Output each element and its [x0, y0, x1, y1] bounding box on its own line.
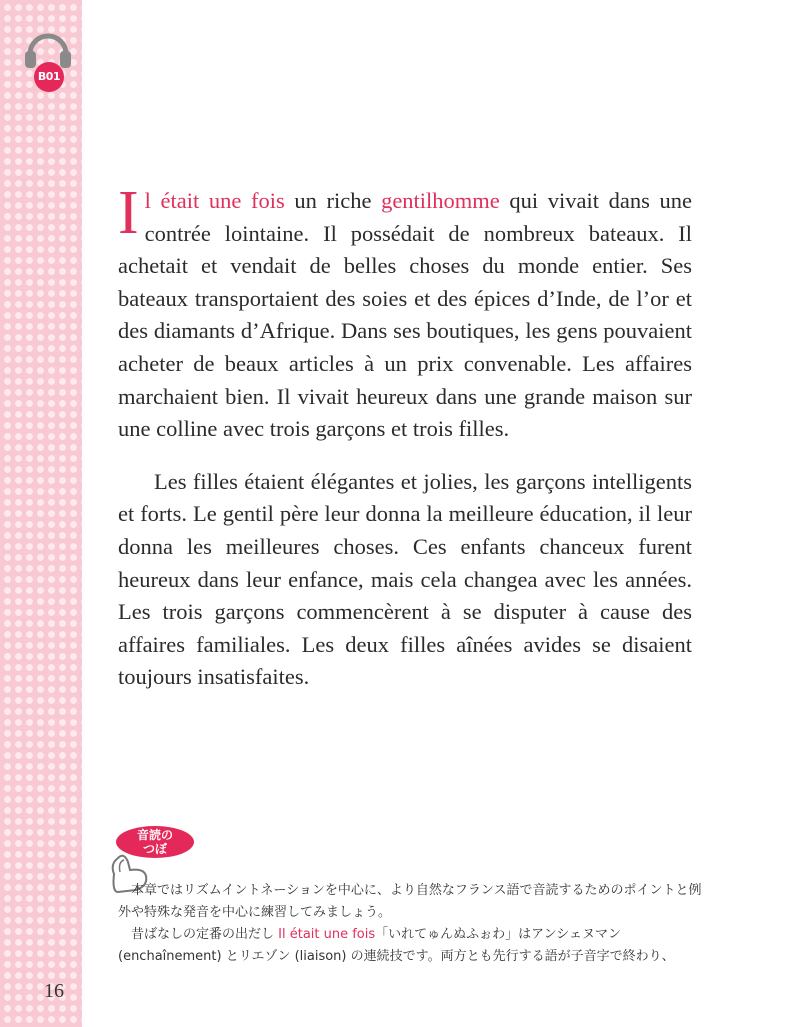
- reading-tip-badge-line1: 音読の: [136, 828, 173, 842]
- highlight-word: gentilhomme: [381, 188, 500, 213]
- tip-note-text: 昔ばなしの定番の出だし: [131, 927, 279, 942]
- tip-note-1: 本章ではリズムイントネーションを中心に、より自然なフランス語で音読するためのポイントと例外や特殊な発音を中心に練習してみましょう。: [118, 883, 702, 920]
- highlight-phrase: l était une fois: [144, 188, 285, 213]
- reading-tip-badge-line2: つぼ: [142, 842, 167, 856]
- story-text-span: qui vivait dans une contrée lointaine. Il possédait de nombreux bateaux. Il achetait et vendait de belles choses du monde entier. Ses bateaux transportaient des soies et des épices d’Inde, de l’or et des diamants d’Afrique. Dans ses boutiques, les gens pouvaient acheter de beaux articles à un prix convenable. Les affaires marchaient bien. Il vivait heureux dans une grande maison sur une colline avec trois garçons et trois filles.: [118, 188, 692, 442]
- page-number: 16: [44, 980, 64, 1002]
- story-paragraph-1: [118, 179, 692, 446]
- reading-tip-notes: [118, 880, 703, 968]
- audio-track-badge[interactable]: B01: [34, 62, 64, 92]
- tip-note-2: [118, 924, 703, 968]
- tip-french-phrase: Il était une fois: [278, 927, 376, 942]
- reading-tip-badge: [116, 826, 194, 858]
- drop-cap: I: [118, 179, 139, 247]
- story-paragraph-2: Les filles étaient élégantes et jolies, les garçons intelligents et forts. Le gentil père leur donna la meilleure éducation, il leur donna les meilleures choses. Ces enfants chanceux furent heureux dans leur enfance, mais cela changea avec les années. Les trois garçons commencèrent à se disputer à cause des affaires familiales. Les deux filles aînées avides se disaient toujours insatisfaites.: [118, 468, 692, 690]
- story-text: [118, 179, 692, 694]
- story-text-span: un riche: [284, 188, 382, 213]
- decorative-side-strip: [0, 0, 82, 1027]
- tip-note-text: 「いれてゅんぬふぉわ」はアンシェヌマン (enchaînement) とリエゾン (liaison) の連続技です。両方とも先行する語が子音字で終わり、: [118, 927, 675, 964]
